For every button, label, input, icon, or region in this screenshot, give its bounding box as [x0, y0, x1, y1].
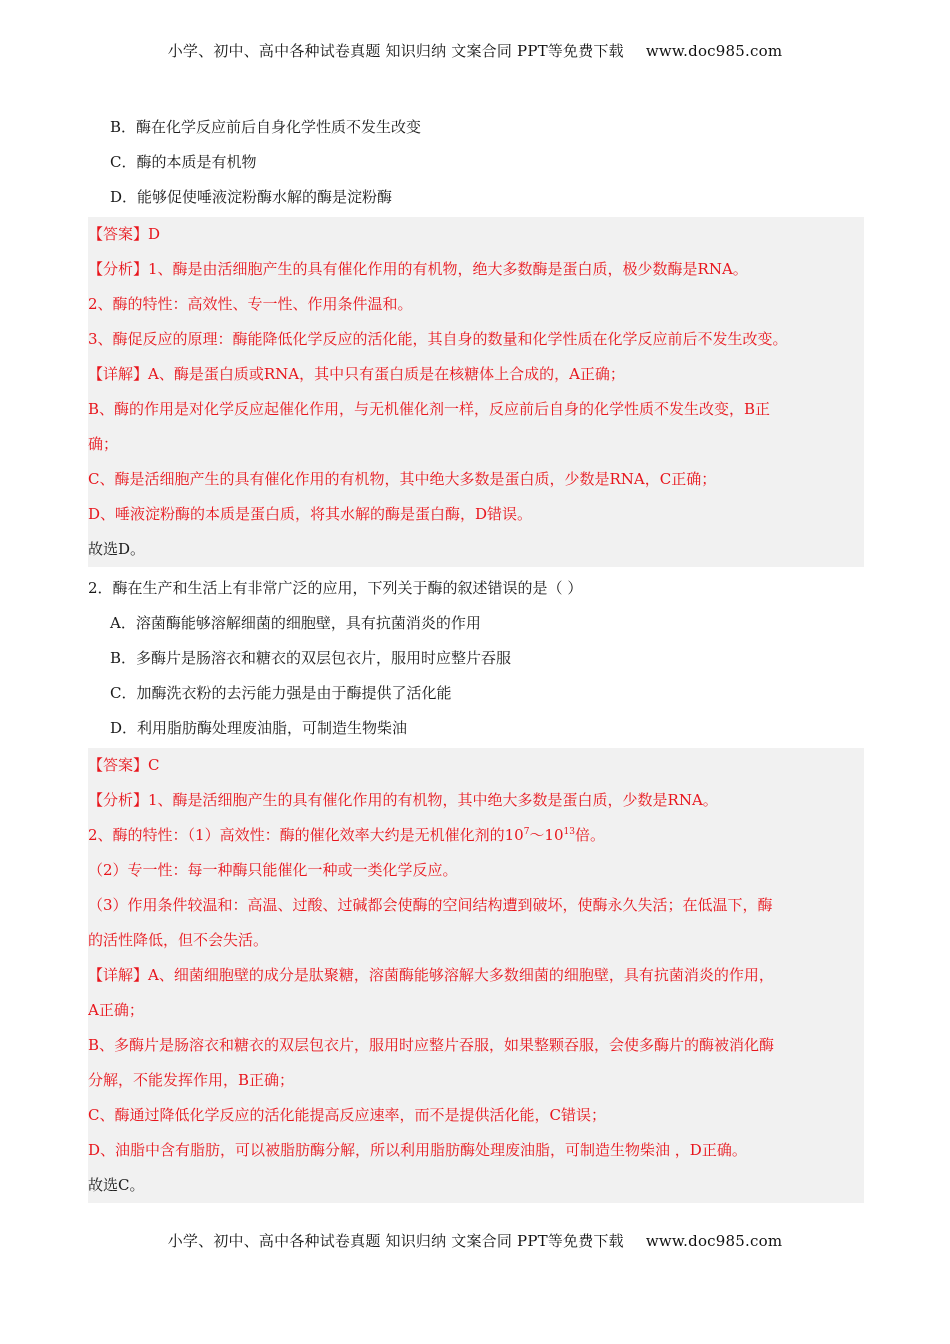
q2-analysis-line: （3）作用条件较温和：高温、过酸、过碱都会使酶的空间结构遭到破坏，使酶永久失活；在低温下，酶	[88, 896, 773, 914]
q2-stem: 2．酶在生产和生活上有非常广泛的应用，下列关于酶的叙述错误的是（ ）	[88, 579, 583, 597]
q2-detail-line: B、多酶片是肠溶衣和糖衣的双层包衣片，服用时应整片吞服，如果整颗吞服，会使多酶片的酶被消化酶	[88, 1036, 775, 1054]
header-url[interactable]: www.doc985.com	[645, 42, 783, 60]
efficiency-text: ～10	[529, 826, 564, 844]
q1-option-c: C．酶的本质是有机物	[110, 153, 257, 171]
q2-option-d: D．利用脂肪酶处理废油脂，可制造生物柴油	[110, 719, 408, 737]
q2-option-b: B．多酶片是肠溶衣和糖衣的双层包衣片，服用时应整片吞服	[110, 649, 512, 667]
q2-detail-line: 分解，不能发挥作用，B正确；	[88, 1071, 295, 1089]
q2-conclusion: 故选C。	[88, 1176, 145, 1194]
efficiency-text: 倍。	[574, 826, 605, 844]
q1-detail-line: C、酶是活细胞产生的具有催化作用的有机物，其中绝大多数是蛋白质，少数是RNA，C正确；	[88, 470, 717, 488]
q1-detail-line: 确；	[88, 435, 119, 453]
exponent: 13	[563, 827, 575, 837]
q2-option-c: C．加酶洗衣粉的去污能力强是由于酶提供了活化能	[110, 684, 452, 702]
q1-detail-line: 【详解】A、酶是蛋白质或RNA，其中只有蛋白质是在核糖体上合成的，A正确；	[88, 365, 625, 383]
q1-option-b: B．酶在化学反应前后自身化学性质不发生改变	[110, 118, 422, 136]
footer-text: 小学、初中、高中各种试卷真题 知识归纳 文案合同 PPT等免费下载	[167, 1232, 624, 1250]
q2-analysis-line-efficiency	[88, 818, 864, 853]
q2-detail-line: A正确；	[88, 1001, 144, 1019]
efficiency-text: 2、酶的特性：（1）高效性：酶的催化效率大约是无机催化剂的10	[88, 826, 524, 844]
q2-detail-line: 【详解】A、细菌细胞壁的成分是肽聚糖，溶菌酶能够溶解大多数细菌的细胞壁，具有抗菌消炎的作用，	[88, 966, 774, 984]
q1-analysis-line: 【分析】1、酶是由活细胞产生的具有催化作用的有机物，绝大多数酶是蛋白质，极少数酶是RNA。	[88, 260, 748, 278]
footer-url[interactable]: www.doc985.com	[645, 1232, 783, 1250]
page-footer	[0, 1230, 950, 1251]
q1-analysis-line: 3、酶促反应的原理：酶能降低化学反应的活化能，其自身的数量和化学性质在化学反应前后不发生改变。	[88, 330, 788, 348]
q2-detail-line: C、酶通过降低化学反应的活化能提高反应速率，而不是提供活化能，C错误；	[88, 1106, 606, 1124]
header-text: 小学、初中、高中各种试卷真题 知识归纳 文案合同 PPT等免费下载	[167, 42, 624, 60]
q1-conclusion: 故选D。	[88, 540, 146, 558]
exponent: 7	[523, 827, 530, 837]
q1-detail-line: D、唾液淀粉酶的本质是蛋白质，将其水解的酶是蛋白酶，D错误。	[88, 505, 533, 523]
q2-option-a: A．溶菌酶能够溶解细菌的细胞壁，具有抗菌消炎的作用	[110, 614, 481, 632]
q2-analysis-line: 【分析】1、酶是活细胞产生的具有催化作用的有机物，其中绝大多数是蛋白质，少数是RNA。	[88, 791, 718, 809]
q2-analysis-line: 的活性降低，但不会失活。	[88, 931, 269, 949]
q1-option-d: D．能够促使唾液淀粉酶水解的酶是淀粉酶	[110, 188, 393, 206]
page-header	[0, 40, 950, 61]
q2-detail-line: D、油脂中含有脂肪，可以被脂肪酶分解，所以利用脂肪酶处理废油脂，可制造生物柴油 ，D正确。	[88, 1141, 747, 1159]
q1-solution-box	[88, 217, 864, 567]
q1-answer: 【答案】D	[88, 225, 161, 243]
document-body	[88, 110, 864, 1207]
q1-analysis-line: 2、酶的特性：高效性、专一性、作用条件温和。	[88, 295, 413, 313]
q2-analysis-line: （2）专一性：每一种酶只能催化一种或一类化学反应。	[88, 861, 458, 879]
q2-solution-box	[88, 748, 864, 1203]
q1-detail-line: B、酶的作用是对化学反应起催化作用，与无机催化剂一样，反应前后自身的化学性质不发生改变，B正	[88, 400, 771, 418]
q2-answer: 【答案】C	[88, 756, 160, 774]
